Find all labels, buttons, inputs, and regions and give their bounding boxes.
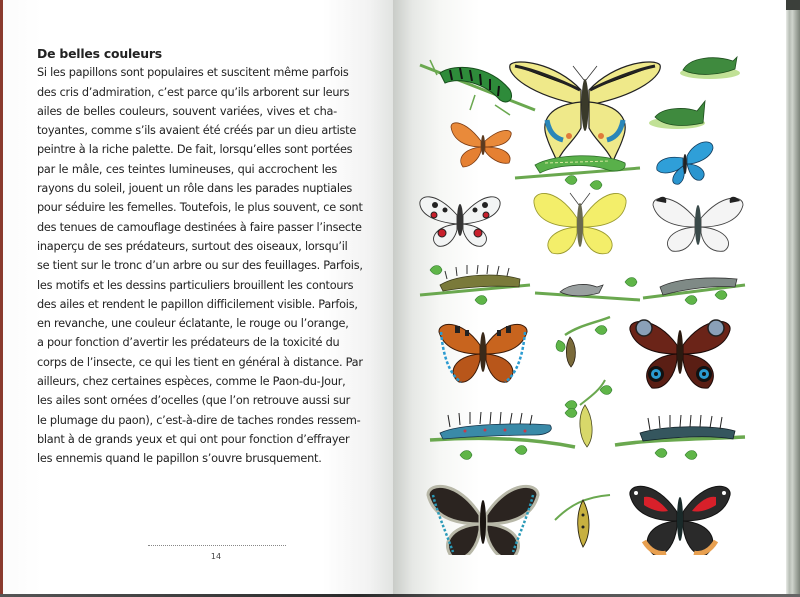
book-edge-right bbox=[786, 0, 800, 597]
grey-chrysalis-icon bbox=[535, 278, 640, 301]
common-blue-icon bbox=[657, 142, 713, 184]
text-line: les motifs et les dessins particuliers brouillent les contours bbox=[37, 278, 354, 292]
text-line: pour séduire les femelles. Toutefois, le plus souvent, ce sont bbox=[37, 201, 363, 215]
text-line: rayons du soleil, jouent un rôle dans les parades nuptiales bbox=[37, 182, 353, 196]
text-line: a pour fonction d’avertir les prédateurs de la toxicité du bbox=[37, 336, 340, 350]
text-line: des tenues de camouflage destinées à faire passer l’insecte bbox=[37, 220, 362, 234]
text-line: blant à de grands yeux et qui ont pour fonction d’effrayer bbox=[37, 432, 350, 446]
body-text-block bbox=[37, 44, 363, 469]
peacock-icon bbox=[630, 320, 730, 388]
text-line: toyantes, comme s’ils avaient été créés par un dieu artiste bbox=[37, 124, 357, 138]
text-line: Si les papillons sont populaires et suscitent même parfois bbox=[37, 66, 349, 80]
camberwell-beauty-icon bbox=[428, 486, 538, 555]
small-tortoiseshell-icon bbox=[439, 324, 527, 382]
large-white-icon bbox=[653, 197, 743, 252]
text-line: ailes de belles couleurs, souvent variées, vives et cha- bbox=[37, 104, 337, 118]
text-line: des ailes et rendent le papillon difficilement visible. Parfois, bbox=[37, 297, 358, 311]
brimstone-icon bbox=[534, 193, 626, 254]
text-line: corps de l’insecte, ce qui les tient en général à distance. Par bbox=[37, 355, 363, 369]
small-copper-icon bbox=[451, 123, 511, 167]
left-page bbox=[3, 0, 393, 594]
footer-dotted-rule bbox=[148, 545, 286, 546]
apollo-icon bbox=[420, 197, 500, 246]
green-chrysalis-icon bbox=[680, 57, 740, 79]
text-line: en revanche, une couleur éclatante, le rouge ou l’orange, bbox=[37, 317, 349, 331]
yellow-chrysalis-icon bbox=[565, 405, 592, 447]
text-line: par le mâle, ces teintes lumineuses, qui accrochent les bbox=[37, 162, 337, 176]
hanging-chrysalis-icon bbox=[554, 317, 612, 410]
text-line: se tient sur le tronc d’un arbre ou sur des feuillages. Parfois, bbox=[37, 259, 363, 273]
hairy-caterpillar-icon bbox=[420, 265, 530, 305]
text-line: inaperçu de ses prédateurs, surtout des oiseaux, lorsqu’il bbox=[37, 239, 348, 253]
black-spiny-caterpillar-icon bbox=[615, 415, 745, 460]
text-line: des cris d’admiration, c’est parce qu’ils arborent sur leurs bbox=[37, 85, 350, 99]
green-chrysalis-icon bbox=[649, 101, 705, 129]
grey-caterpillar-icon bbox=[643, 278, 745, 305]
text-line: peintre à la riche palette. De fait, lorsqu’elles sont portées bbox=[37, 143, 353, 157]
text-line: le plumage du paon), c’est-à-dire de taches rondes ressem- bbox=[37, 413, 361, 427]
red-admiral-icon bbox=[630, 486, 730, 555]
page-number: 14 bbox=[210, 552, 222, 561]
swallowtail-icon bbox=[510, 62, 661, 162]
blue-spiny-caterpillar-icon bbox=[430, 412, 575, 460]
green-caterpillar-icon bbox=[515, 156, 640, 190]
text-line-last: les ennemis quand le papillon s’ouvre brusquement. bbox=[37, 452, 322, 466]
text-line: les ailes sont ornées d’ocelles (que l’on retrouve aussi sur bbox=[37, 394, 351, 408]
butterfly-plate-illustration bbox=[415, 45, 750, 555]
spotted-chrysalis-icon bbox=[555, 495, 610, 547]
book-edge-right-top bbox=[786, 0, 800, 10]
section-heading: De belles couleurs bbox=[37, 46, 162, 61]
text-line: ailleurs, chez certaines espèces, comme le Paon-du-Jour, bbox=[37, 375, 346, 389]
